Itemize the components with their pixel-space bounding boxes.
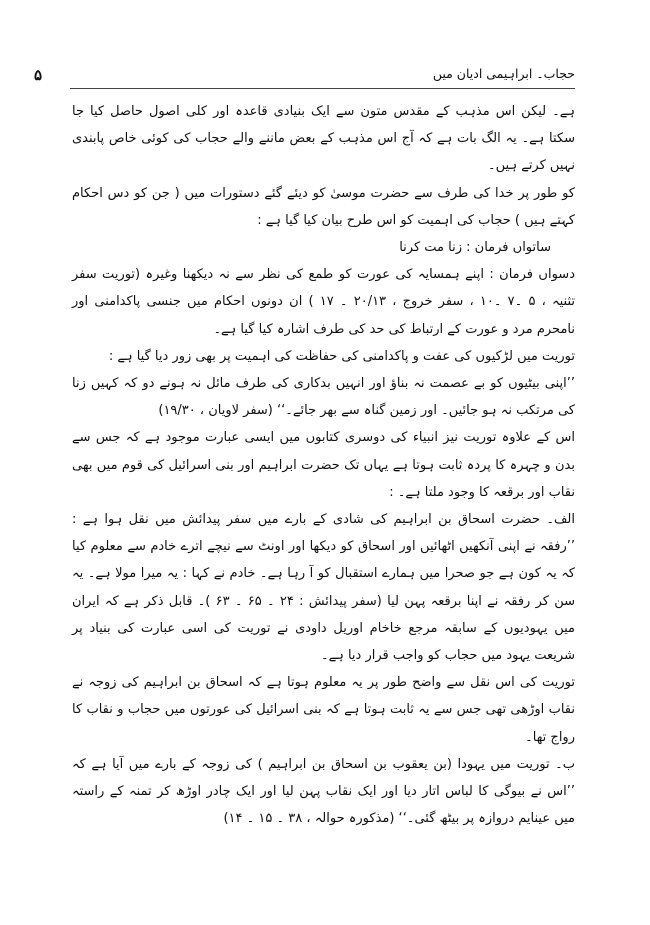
paragraph-continuation: ہے۔ لیکن اس مذہب کے مقدس متون سے ایک بنیادی قاعدہ اور کلی اصول حاصل کیا جا سکتا ہے۔ یہ الگ بات ہے کہ آج اس مذہب کے بعض ماننے والے حجاب کی کوئی خاص پابندی نہیں کرتے ہیں۔: [72, 104, 575, 174]
paragraph-seventh-commandment: ساتواں فرمان : زنا مت کرنا: [399, 240, 551, 256]
paragraph-tenth-commandment: دسواں فرمان : اپنے ہمسایہ کی عورت کو طمع کی نظر سے نہ دیکھنا وغیرہ (توریت سفر تثنیہ ، ۵ ۔۷ ۔۱۰ ، سفر خروج ، ۲۰/۱۳ ۔ ۱۷ ) ان دونوں احکام میں جنسی پاکدامنی اور نامحرم مرد و عورت کے ارتباط کی حد کی طرف اشارہ کیا گیا ہے۔: [72, 267, 576, 337]
paragraph-conclusion: توریت کی اس نقل سے واضح طور پر یہ معلوم ہوتا ہے کہ اسحاق بن ابراہیم کی زوجہ نے نقاب اوڑھی تھی جس سے یہ ثابت ہوتا ہے کہ بنی اسرائیل کی عورتوں میں حجاب و نقاب کا رواج تھا۔: [72, 675, 575, 745]
paragraph-commandments-intro: کو طور پر خدا کی طرف سے حضرت موسیٰ کو دیئے گئے دستورات میں ( جن کو دس احکام کہتے ہیں ) حجاب کی اہمیت کو اس طرح بیان کیا گیا ہے :: [72, 185, 575, 228]
body-text: [72, 98, 575, 832]
header-divider: [70, 88, 575, 89]
page-number: ۵: [34, 66, 43, 84]
paragraph-leviticus-quote: ’’اپنی بیٹیوں کو بے عصمت نہ بناؤ اور انہیں بدکاری کی طرف مائل نہ ہونے دو کہ کہیں زنا کی مرتکب نہ ہو جائیں۔ اور زمین گناہ سے بھر جائے۔‘‘ (سفر لاویان ، ۱۹/۳۰): [72, 376, 575, 419]
paragraph-tamar-example: ب۔ توریت میں یہودا (بن یعقوب بن اسحاق بن ابراہیم ) کی زوجہ کے بارے میں آیا ہے کہ ’’اس نے بیوگی کا لباس اتار دیا اور ایک نقاب پہن لیا اور ایک چادر اوڑھ کر تمنہ کے راستہ میں عینایم دروازہ پر بیٹھ گئی۔‘‘ (مذکورہ حوالہ ، ۳۸ ۔ ۱۵ ۔ ۱۴): [72, 756, 575, 827]
paragraph-chastity-intro: توریت میں لڑکیوں کی عفت و پاکدامنی کی حفاظت کی اہمیت پر بھی زور دیا گیا ہے :: [108, 348, 575, 364]
paragraph-rebekah-example: الف۔ حضرت اسحاق بن ابراہیم کی شادی کے بارے میں سفر پیدائش میں نقل ہوا ہے : ’’رفقہ نے اپنی آنکھیں اٹھائیں اور اسحاق کو دیکھا اور اونٹ سے نیچے اترے خادم سے معلوم کیا کہ یہ کون ہے جو صحرا میں ہمارے استقبال کو آ رہا ہے۔ خادم نے کہا : یہ میرا مولا ہے۔ یہ سن کر رفقہ نے اپنا برقعہ پہن لیا (سفر پیدائش : ۲۴ ۔ ۶۵ ۔ ۶۳ )۔ قابل ذکر ہے کہ ایران میں یہودیوں کے سابقہ مرجع خاخام اوریل داودی نے توریت کی اسی عبارت کی بنیاد پر شریعت یہود میں حجاب کو واجب قرار دیا ہے۔: [72, 512, 575, 664]
running-header-title: حجاب۔ ابراہیمی ادیان میں: [432, 66, 575, 81]
paragraph-veil-evidence: اس کے علاوہ توریت نیز انبیاء کی دوسری کتابوں میں ایسی عبارت موجود ہے کہ جس سے بدن و چہرہ کا پردہ ثابت ہوتا ہے یہاں تک حضرت ابراہیم اور بنی اسرائیل کی قوم میں بھی نقاب اور برقعہ کا وجود ملتا ہے۔ :: [72, 430, 575, 500]
